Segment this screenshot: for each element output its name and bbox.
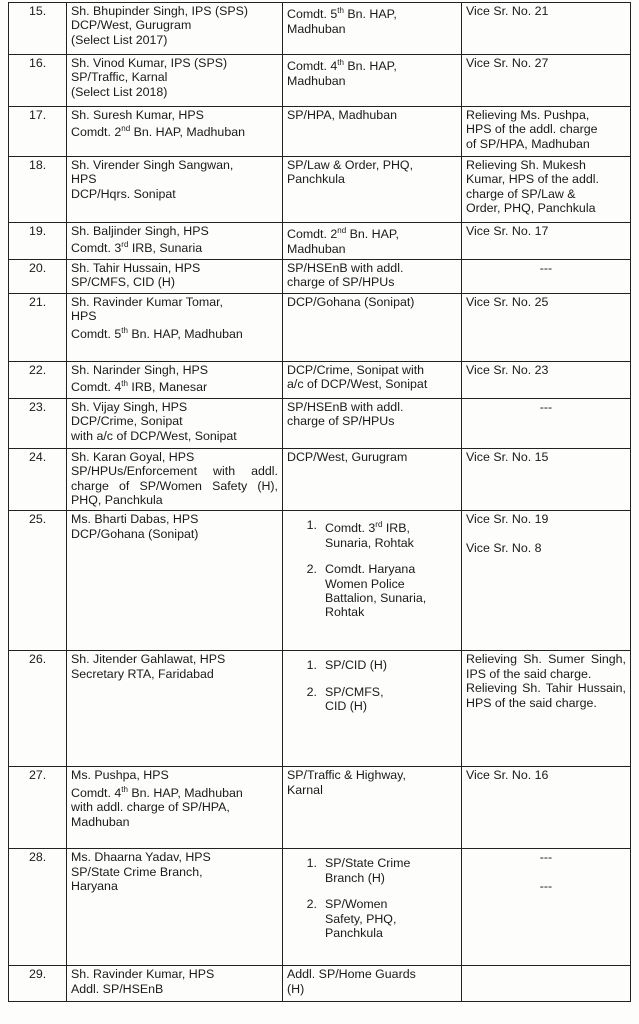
remarks-cell [462,55,631,107]
posting-cell [283,398,462,448]
posting-line: Karnal [287,782,323,797]
posting-line: Madhuban [287,73,346,88]
remarks-cell [462,511,631,651]
posting-cell [283,55,462,107]
serial-number-cell [9,849,67,966]
officer-line: HPS [71,309,97,324]
list-number: 1. [306,856,317,871]
remarks-line: Relieving Ms. Pushpa, [466,108,590,122]
remarks-line: --- [539,878,553,893]
posting-cell [283,651,462,767]
remarks-line: Relieving Sh. Sumer Singh, IPS of the said charge. [466,652,626,681]
remarks-line: Kumar, HPS of the addl. [466,172,599,187]
officer-line: Comdt. 5th Bn. HAP, Madhuban [71,325,243,341]
remarks-line: --- [539,399,553,414]
remarks-cell [462,651,631,767]
posting-list-item [295,856,457,885]
remarks-cell [462,361,631,398]
officer-cell [67,55,283,107]
list-number: 2. [306,562,317,577]
serial-number-cell [9,157,67,223]
posting-list [295,518,457,620]
posting-line: DCP/Crime, Sonipat with [287,362,425,377]
officer-cell [67,966,283,1002]
serial-number: 28. [29,850,47,865]
table-row [9,361,631,398]
serial-number: 24. [29,449,47,464]
posting-line: Panchkula [287,172,345,187]
officer-line: Sh. Vinod Kumar, IPS (SPS) [71,56,228,70]
officer-cell [67,511,283,651]
posting-cell [283,259,462,293]
remarks-line: Relieving Sh. Mukesh [466,158,586,172]
serial-number-cell [9,259,67,293]
posting-line: SP/HSEnB with addl. [287,399,404,414]
posting-line: Safety, PHQ, [325,911,397,926]
remarks-cell [462,849,631,966]
serial-number: 22. [29,362,47,377]
remarks-cell [462,3,631,55]
officer-cell [67,259,283,293]
list-number: 1. [306,658,317,673]
officer-line: DCP/Gohana (Sonipat) [71,526,199,541]
officer-line: SP/Traffic, Karnal [71,70,168,85]
remarks-line: --- [539,850,553,865]
posting-line: Comdt. Haryana [325,562,416,577]
posting-line: Comdt. 4th Bn. HAP, [287,58,397,74]
officer-line: Sh. Narinder Singh, HPS [71,362,209,377]
serial-number: 27. [29,768,47,783]
posting-line: SP/Law & Order, PHQ, [287,158,414,172]
posting-line: SP/HPA, Madhuban [287,108,397,122]
table-row [9,849,631,966]
officer-line: Sh. Vijay Singh, HPS [71,399,188,414]
remarks-cell [462,767,631,849]
officer-cell [67,651,283,767]
serial-number-cell [9,293,67,361]
serial-number-cell [9,966,67,1002]
posting-list-item [295,658,457,672]
officer-line: Sh. Karan Goyal, HPS [71,449,195,464]
officer-cell [67,361,283,398]
serial-number-cell [9,448,67,511]
officer-line: DCP/Hqrs. Sonipat [71,186,176,201]
posting-list-item [295,518,457,550]
posting-list-item [295,562,457,620]
officer-cell [67,448,283,511]
officer-line: (Select List 2017) [71,32,168,47]
serial-number-cell [9,361,67,398]
officer-line: Comdt. 2nd Bn. HAP, Madhuban [71,124,245,140]
officer-line: Sh. Jitender Gahlawat, HPS [71,652,226,667]
posting-line: SP/Traffic & Highway, [287,768,406,783]
remarks-line: Order, PHQ, Panchkula [466,201,596,216]
officer-line: Ms. Bharti Dabas, HPS [71,512,199,527]
posting-cell [283,223,462,260]
posting-line: Comdt. 3rd IRB, [325,520,410,536]
posting-cell [283,849,462,966]
posting-line: SP/HSEnB with addl. [287,260,404,275]
officer-line: Sh. Bhupinder Singh, IPS (SPS) [71,4,249,18]
officer-line: with addl. charge of SP/HPA, [71,800,230,815]
officer-line: Sh. Suresh Kumar, HPS [71,108,204,122]
remarks-cell [462,157,631,223]
officer-line: with a/c of DCP/West, Sonipat [71,428,237,443]
serial-number: 21. [29,294,47,309]
serial-number: 15. [29,4,47,18]
officer-cell [67,293,283,361]
spacer [466,865,626,879]
officer-line: Sh. Tahir Hussain, HPS [71,260,201,275]
posting-cell [283,448,462,511]
table-row [9,767,631,849]
serial-number: 16. [29,56,47,70]
spacer [466,527,626,541]
posting-line: Panchkula [325,925,383,940]
table-row [9,651,631,767]
posting-line: SP/CMFS, [325,684,384,699]
remarks-line: Vice Sr. No. 17 [466,224,549,238]
posting-line: Sunaria, Rohtak [325,535,414,550]
officer-line: DCP/West, Gurugram [71,18,192,33]
officer-cell [67,398,283,448]
list-number: 2. [306,897,317,912]
posting-line: CID (H) [325,699,367,714]
remarks-line: Relieving Sh. Tahir Hussain, HPS of the said charge. [466,681,626,710]
posting-line: SP/CID (H) [325,658,387,673]
table-row [9,259,631,293]
posting-line: charge of SP/HPUs [287,414,395,429]
officer-cell [67,223,283,260]
table-row [9,966,631,1002]
posting-line: SP/Women [325,897,388,912]
table-row [9,55,631,107]
officer-line: (Select List 2018) [71,84,168,99]
table-row [9,223,631,260]
remarks-line: Vice Sr. No. 15 [466,449,549,464]
posting-line: Madhuban [287,21,346,36]
serial-number-cell [9,767,67,849]
officer-line: Comdt. 4th IRB, Manesar [71,379,208,395]
posting-line: SP/State Crime [325,856,411,871]
remarks-cell [462,966,631,1002]
remarks-cell [462,398,631,448]
serial-number-cell [9,398,67,448]
posting-cell [283,107,462,157]
posting-line: Madhuban [287,241,346,256]
serial-number: 20. [29,260,47,275]
officer-cell [67,767,283,849]
posting-line: Comdt. 2nd Bn. HAP, [287,226,399,242]
table-row [9,293,631,361]
officer-line: HPS [71,172,97,187]
list-number: 1. [306,518,317,533]
serial-number: 29. [29,967,47,982]
posting-line: DCP/West, Gurugram [287,449,408,464]
posting-line: DCP/Gohana (Sonipat) [287,294,415,309]
serial-number-cell [9,223,67,260]
remarks-line: of SP/HPA, Madhuban [466,136,590,151]
posting-cell [283,767,462,849]
table-row [9,448,631,511]
list-number: 2. [306,684,317,699]
officer-line: Sh. Baljinder Singh, HPS [71,224,209,238]
posting-cell [283,511,462,651]
officer-line: Sh. Virender Singh Sangwan, [71,158,234,172]
remarks-line: HPS of the addl. charge [466,122,598,137]
serial-number-cell [9,55,67,107]
posting-line: Rohtak [325,605,365,620]
posting-line: Battalion, Sunaria, [325,591,427,606]
officer-cell [67,107,283,157]
officer-line: SP/CMFS, CID (H) [71,275,175,290]
officer-line: SP/HPUs/Enforcement with addl. charge of SP/Women Safety (H), PHQ, Panchkula [71,464,278,507]
serial-number-cell [9,651,67,767]
serial-number-cell [9,3,67,55]
serial-number-cell [9,107,67,157]
officer-line: Sh. Ravinder Kumar Tomar, [71,294,223,309]
table-row [9,511,631,651]
posting-cell [283,966,462,1002]
posting-line: charge of SP/HPUs [287,275,395,290]
posting-line: Women Police [325,576,405,591]
remarks-line: Vice Sr. No. 19 [466,512,549,527]
remarks-cell [462,107,631,157]
remarks-cell [462,223,631,260]
remarks-line: charge of SP/Law & [466,186,576,201]
remarks-line: Vice Sr. No. 21 [466,4,549,18]
officer-line: Haryana [71,879,118,894]
posting-list-item [295,897,457,940]
table-row [9,398,631,448]
officer-line: Ms. Pushpa, HPS [71,768,169,783]
posting-cell [283,293,462,361]
officer-line: Ms. Dhaarna Yadav, HPS [71,850,211,865]
officer-cell [67,157,283,223]
officer-line: Addl. SP/HSEnB [71,981,164,996]
officer-line: Comdt. 4th Bn. HAP, Madhuban [71,784,243,800]
serial-number: 17. [29,108,47,122]
posting-cell [283,3,462,55]
serial-number: 19. [29,224,47,238]
officer-line: Madhuban [71,814,130,829]
table-row [9,107,631,157]
posting-line: a/c of DCP/West, Sonipat [287,377,428,392]
remarks-line: Vice Sr. No. 16 [466,768,549,783]
remarks-cell [462,293,631,361]
remarks-line: --- [539,260,553,275]
remarks-cell [462,259,631,293]
officer-line: SP/State Crime Branch, [71,864,203,879]
officer-line: Comdt. 3rd IRB, Sunaria [71,240,203,256]
posting-list-item [295,685,457,714]
remarks-line: Vice Sr. No. 23 [466,362,549,377]
posting-list [295,856,457,940]
transfer-table [8,2,631,1002]
posting-line: Addl. SP/Home Guards [287,967,416,982]
serial-number: 18. [29,158,47,172]
serial-number: 26. [29,652,47,667]
officer-line: Sh. Ravinder Kumar, HPS [71,967,215,982]
remarks-cell [462,448,631,511]
posting-line: (H) [287,981,305,996]
remarks-line: Vice Sr. No. 27 [466,56,549,70]
posting-line: Branch (H) [325,870,385,885]
table-row [9,3,631,55]
posting-cell [283,361,462,398]
serial-number-cell [9,511,67,651]
serial-number: 25. [29,512,47,527]
posting-list [295,658,457,713]
officer-cell [67,849,283,966]
officer-line: DCP/Crime, Sonipat [71,414,183,429]
remarks-line: Vice Sr. No. 8 [466,540,542,555]
posting-line: Comdt. 5th Bn. HAP, [287,6,397,22]
serial-number: 23. [29,399,47,414]
table-row [9,157,631,223]
posting-cell [283,157,462,223]
officer-cell [67,3,283,55]
remarks-line: Vice Sr. No. 25 [466,294,549,309]
officer-line: Secretary RTA, Faridabad [71,666,214,681]
